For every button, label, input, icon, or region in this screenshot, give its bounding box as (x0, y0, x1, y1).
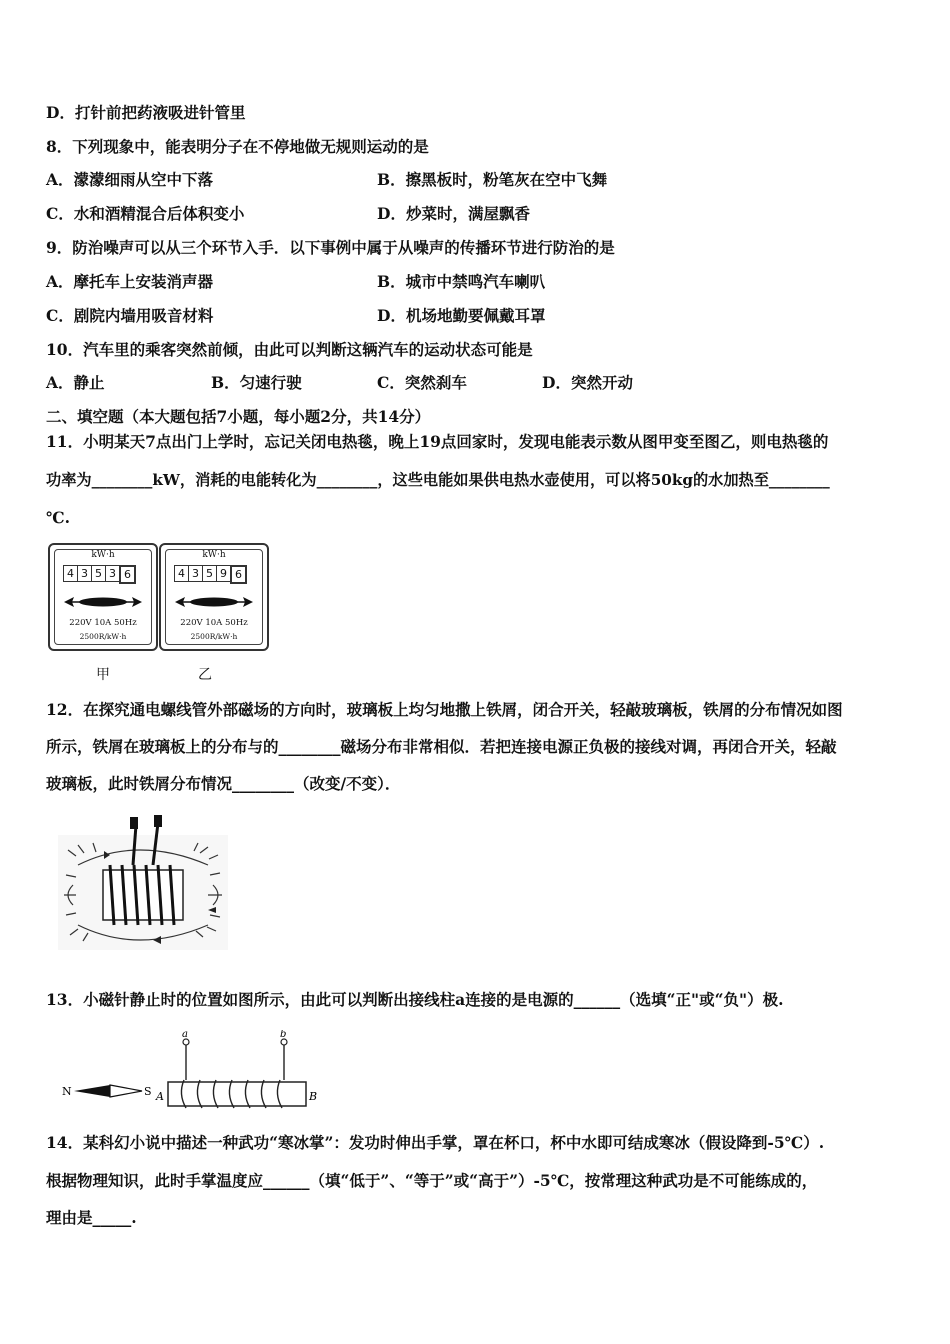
meter-revolutions: 2500R/kW·h (190, 632, 238, 641)
pole-s-label: S (144, 1085, 152, 1098)
meter-rating: 220V 10A 50Hz (180, 618, 248, 628)
q13-stem: 13．小磁针静止时的位置如图所示，由此可以判断出接线柱a连接的是电源的______（选填“正"或“负"）极. (46, 990, 784, 1009)
q9-stem: 9．防治噪声可以从三个环节入手．以下事例中属于从噪声的传播环节进行防治的是 (46, 238, 615, 257)
solenoid-core (168, 1082, 306, 1106)
meter-digit: 3 (77, 565, 92, 582)
meter-digits (174, 565, 246, 584)
meter-rating: 220V 10A 50Hz (69, 618, 137, 628)
meter-disc-icon (173, 591, 255, 613)
solenoid-iron-filings-figure (58, 815, 228, 950)
meter-unit: kW·h (202, 550, 226, 560)
meter-digit: 3 (188, 565, 203, 582)
q9-option-c: C．剧院内墙用吸音材料 (46, 306, 214, 325)
q8-option-d: D．炒菜时，满屋飘香 (377, 204, 530, 223)
q8-stem: 8．下列现象中，能表明分子在不停地做无规则运动的是 (46, 137, 429, 156)
meter-digit: 5 (91, 565, 106, 582)
section-2-heading: 二、填空题（本大题包括7小题，每小题2分，共14分） (46, 407, 431, 426)
q14-line-3: 理由是_____. (46, 1208, 137, 1227)
terminal-a-label: a (182, 1030, 188, 1040)
pole-n-label: N (62, 1085, 72, 1098)
needle-north-half (74, 1085, 110, 1097)
q9-option-b: B．城市中禁鸣汽车喇叭 (377, 272, 546, 291)
end-a-label: A (156, 1090, 164, 1103)
q12-line-1: 12．在探究通电螺线管外部磁场的方向时，玻璃板上均匀地撒上铁屑，闭合开关，轻敲玻璃板，铁屑的分布情况如图 (46, 700, 843, 719)
q11-line-2: 功率为________kW，消耗的电能转化为________，这些电能如果供电热水壶使用，可以将50kg的水加热至________ (46, 471, 830, 489)
terminal-b-label: b (280, 1030, 287, 1040)
meter-digits (63, 565, 135, 584)
q10-option-a: A．静止 (46, 373, 105, 392)
end-b-label: B (309, 1090, 318, 1103)
caption-jia: 甲 (96, 667, 110, 683)
q11-line-3: ℃. (46, 508, 70, 527)
q9-option-d: D．机场地勤要佩戴耳罩 (377, 306, 546, 325)
meter-digit: 5 (202, 565, 217, 582)
q10-option-b: B．匀速行驶 (211, 373, 302, 392)
meter-revolutions: 2500R/kW·h (79, 632, 127, 641)
q12-line-2: 所示，铁屑在玻璃板上的分布与的________磁场分布非常相似．若把连接电源正负极的接线对调，再闭合开关，轻敲 (46, 737, 837, 756)
meter-digit: 4 (63, 565, 78, 582)
q10-option-d: D．突然开动 (542, 373, 633, 392)
meter-disc-icon (62, 591, 144, 613)
q10-option-c: C．突然刹车 (377, 373, 467, 392)
q8-option-c: C．水和酒精混合后体积变小 (46, 204, 245, 223)
meter-unit: kW·h (91, 550, 115, 560)
q11-line-1: 11．小明某天7点出门上学时，忘记关闭电热毯，晚上19点回家时，发现电能表示数从图甲变至图乙，则电热毯的 (46, 432, 829, 451)
q10-stem: 10．汽车里的乘客突然前倾，由此可以判断这辆汽车的运动状态可能是 (46, 340, 533, 359)
meter-digit: 4 (174, 565, 189, 582)
q8-option-a: A．濛濛细雨从空中下落 (46, 170, 214, 189)
q9-option-a: A．摩托车上安装消声器 (46, 272, 214, 291)
compass-solenoid-figure (58, 1030, 328, 1110)
energy-meter-jia (48, 543, 158, 651)
meter-digit-decimal: 6 (119, 565, 136, 584)
meter-digit: 9 (216, 565, 231, 582)
energy-meter-yi (159, 543, 269, 651)
q14-line-1: 14．某科幻小说中描述一种武功“寒冰掌”：发功时伸出手掌，罩在杯口，杯中水即可结成寒冰（假设降到-5℃）. (46, 1133, 825, 1152)
caption-yi: 乙 (198, 667, 212, 683)
q8-option-b: B．擦黑板时，粉笔灰在空中飞舞 (377, 170, 608, 189)
meter-digit-decimal: 6 (230, 565, 247, 584)
meter-digit: 3 (105, 565, 120, 582)
q12-line-3: 玻璃板，此时铁屑分布情况________（改变/不变）． (46, 774, 401, 793)
q7-option-d: D．打针前把药液吸进针管里 (46, 103, 246, 122)
q14-line-2: 根据物理知识，此时手掌温度应______（填“低于”、“等于”或“高于”）-5℃，按常理这种武功是不可能练成的， (46, 1171, 818, 1190)
needle-south-half (110, 1085, 142, 1097)
